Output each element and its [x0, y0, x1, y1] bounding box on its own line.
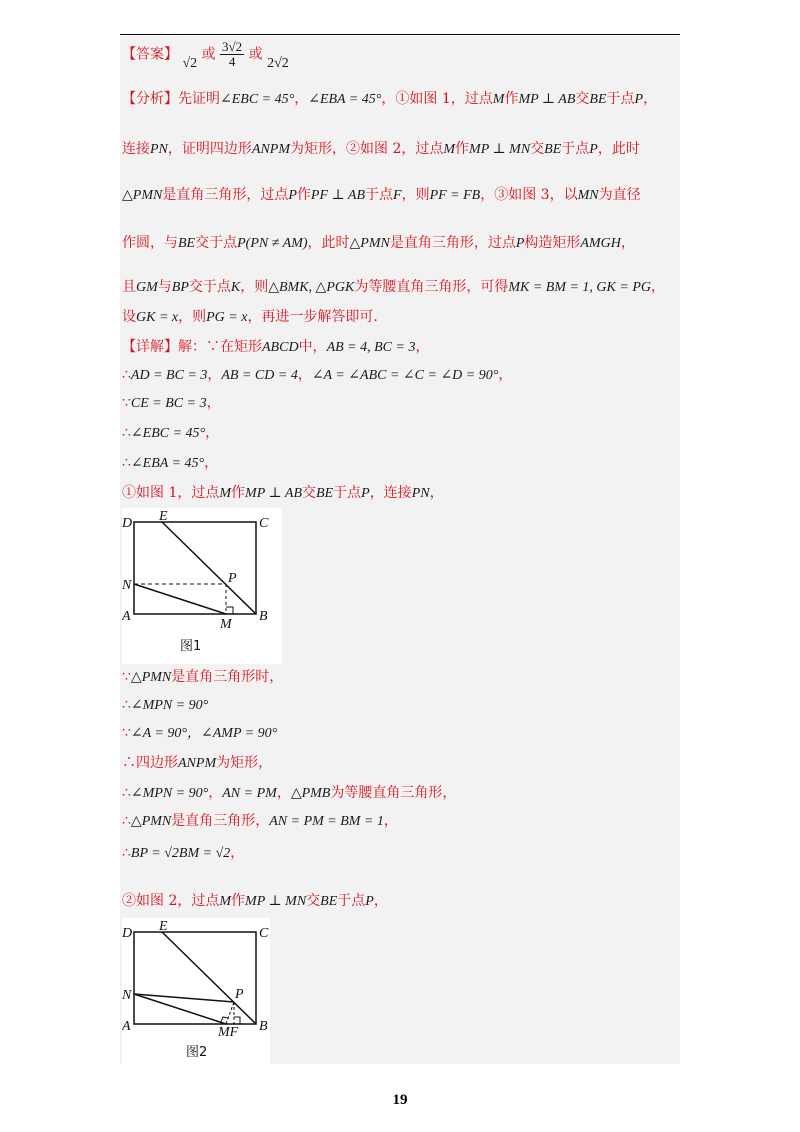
fig1-label-a: A — [122, 609, 131, 624]
detail-line-4: ∴∠EBC = 45°， — [122, 425, 220, 441]
fig1-label-e: E — [159, 509, 168, 524]
fig1-right-angle-mark — [226, 607, 233, 614]
fig2-label-p: P — [235, 987, 244, 1002]
fig2-rectangle — [134, 932, 256, 1024]
fig2-line-mp — [226, 1002, 234, 1024]
fig1-line-eb — [162, 522, 256, 614]
fig1-label-d: D — [122, 516, 133, 531]
fig1-line-nm — [134, 584, 226, 614]
detail-line-6: ①如图 1，过点M作MP ⊥ AB交BE于点P，连接PN， — [122, 485, 444, 501]
analysis-line-3: △PMN是直角三角形，过点P作PF ⊥ AB于点F，则PF = FB，③如图 3，以MN为直径 — [122, 187, 641, 203]
detail-line-3: ∵CE = BC = 3， — [122, 395, 221, 411]
fig2-label-d: D — [122, 926, 133, 941]
detail-line-8: ∴∠MPN = 90° — [122, 697, 209, 713]
fig1-caption: 图1 — [180, 639, 202, 654]
detail-line-13: ∴BP = √2BM = √2， — [122, 845, 245, 861]
analysis-line-2: 连接PN，证明四边形ANPM为矩形，②如图 2，过点M作MP ⊥ MN交BE于点P，此时 — [122, 141, 640, 157]
fig1-label-m: M — [220, 617, 232, 632]
answer-line — [122, 40, 289, 69]
answer-value-2: $\frac{3√2}{4}$ — [222, 39, 243, 69]
detail-line-9: ∵∠A = 90°，∠AMP = 90° — [122, 725, 278, 741]
detail-line-5: ∴∠EBA = 45°， — [122, 455, 219, 471]
analysis-line-5: 且GM与BP交于点K，则△BMK, △PGK为等腰直角三角形，可得MK = BM = 1, GK = PG， — [122, 279, 665, 295]
figure-2-svg — [122, 918, 270, 1062]
fig2-line-nm — [134, 994, 226, 1024]
fig2-label-c: C — [259, 926, 269, 941]
top-rule — [120, 34, 680, 35]
fig2-label-e: E — [159, 919, 168, 934]
figure-1 — [122, 508, 282, 664]
answer-or-1: 或 — [201, 46, 216, 63]
figure-2 — [122, 918, 270, 1066]
answer-or-2: 或 — [248, 46, 263, 63]
detail-line-7: ∵△PMN是直角三角形时， — [122, 669, 284, 685]
fig2-label-b: B — [259, 1019, 268, 1034]
fig2-label-a: A — [122, 1019, 131, 1034]
analysis-line-6: 设GK = x，则PG = x，再进一步解答即可. — [122, 309, 378, 325]
fig1-label-p: P — [228, 571, 237, 586]
detail-line-14: ②如图 2，过点M作MP ⊥ MN交BE于点P， — [122, 893, 388, 909]
fig2-label-n: N — [122, 988, 132, 1003]
fig1-rectangle — [134, 522, 256, 614]
detail-line-11: ∴∠MPN = 90°，AN = PM，△PMB为等腰直角三角形， — [122, 785, 457, 801]
fig2-label-mf: MF — [218, 1025, 239, 1040]
detail-line-1: 【详解】解：∵在矩形ABCD中，AB = 4, BC = 3， — [122, 339, 430, 355]
fig2-right-angle-mark — [234, 1017, 240, 1024]
detail-line-10: ∴四边形ANPM为矩形， — [122, 755, 273, 771]
fig2-line-eb — [162, 932, 256, 1024]
detail-line-2: ∴AD = BC = 3，AB = CD = 4，∠A = ∠ABC = ∠C = ∠D = 90°， — [122, 367, 513, 383]
fig2-caption: 图2 — [186, 1045, 208, 1060]
analysis-line-1: 【分析】先证明∠EBC = 45°，∠EBA = 45°，①如图 1，过点M作MP ⊥ AB交BE于点P， — [122, 91, 658, 107]
page-number: 19 — [392, 1092, 408, 1108]
fig1-label-b: B — [259, 609, 268, 624]
detail-line-12: ∴△PMN是直角三角形，AN = PM = BM = 1， — [122, 813, 398, 829]
figure-1-svg — [122, 508, 282, 660]
analysis-line-4: 作圆，与BE交于点P(PN ≠ AM)，此时△PMN是直角三角形，过点P构造矩形AMGH， — [122, 235, 635, 251]
answer-value-1: √2 — [182, 55, 198, 71]
answer-tag: 【答案】 — [122, 46, 178, 63]
fig1-label-n: N — [122, 578, 132, 593]
fig1-label-c: C — [259, 516, 269, 531]
answer-value-3: 2√2 — [267, 55, 289, 71]
fig2-line-np — [134, 994, 234, 1002]
